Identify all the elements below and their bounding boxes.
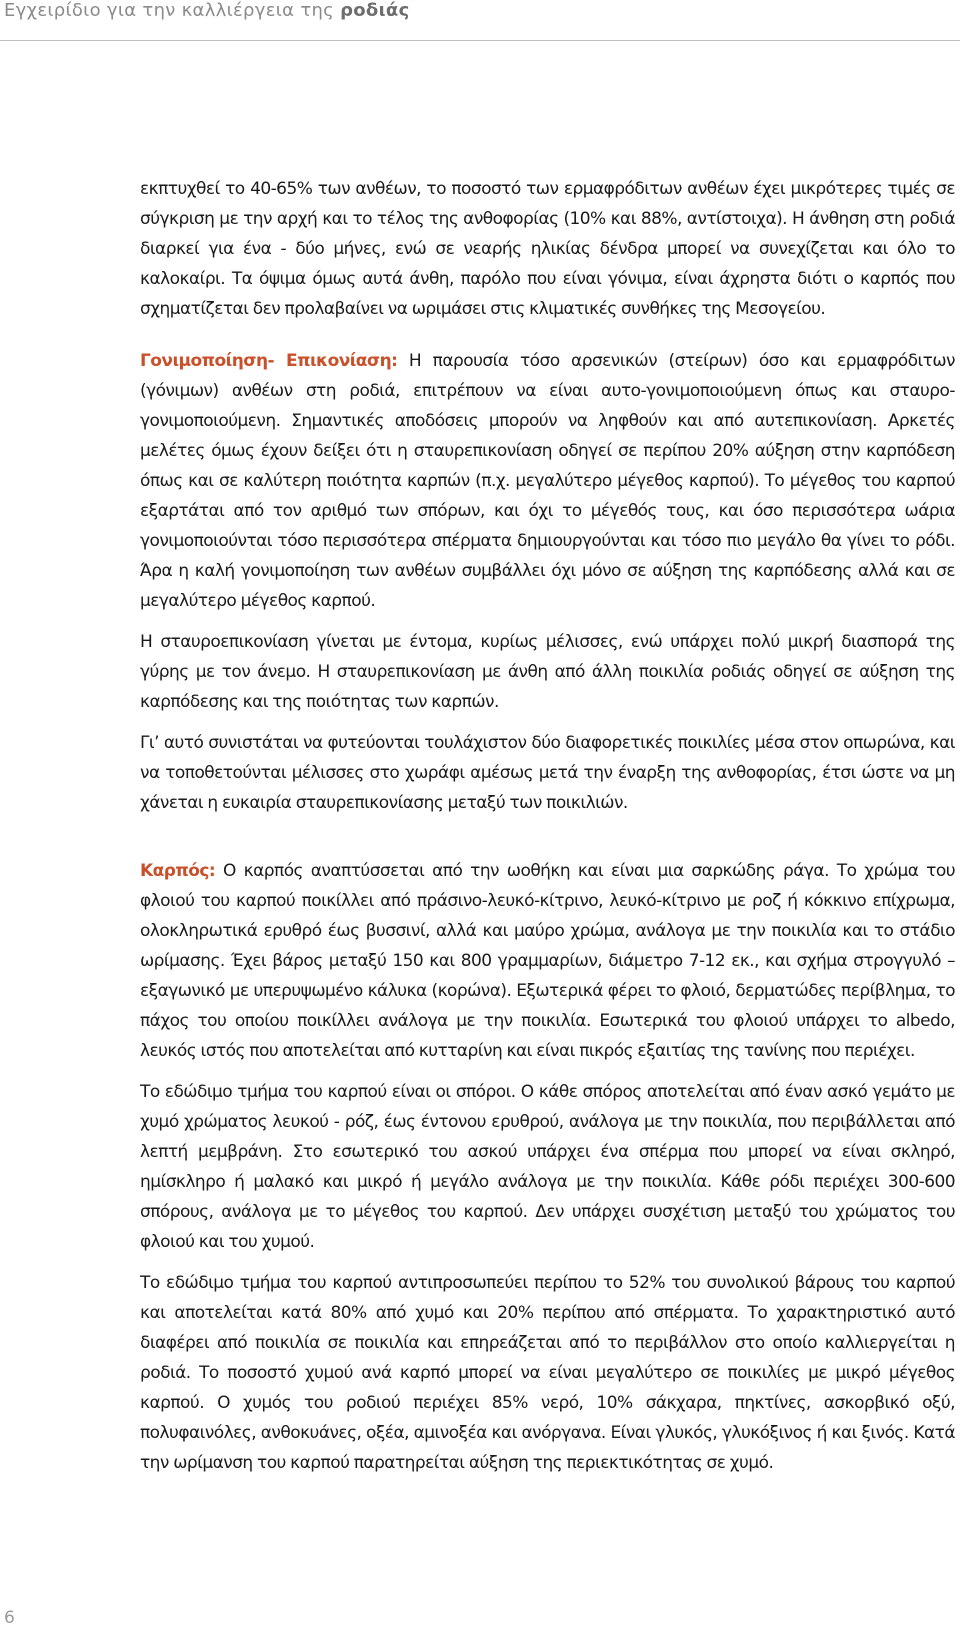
body-text [140,174,955,1500]
paragraph-juice: Το εδώδιμο τμήμα του καρπού αντιπροσωπεύει περίπου το 52% του συνολικού βάρους του καρπού και αποτελείται κατά 80% από χυμό και 20% περίπου από σπέρματα. Το χαρακτηριστικό αυτό διαφέρει από ποικιλία σε ποικιλία και επηρεάζεται από το περιβάλλον στο οποίο καλλιεργείται η ροδιά. Το ποσοστό χυμού ανά καρπό μπορεί να είναι μεγαλύτερο σε ποικιλίες με μικρό μέγεθος καρπού. Ο χυμός του ροδιού περιέχει 85% νερό, 10% σάκχαρα, πηκτίνες, ασκορβικό οξύ, πολυφαινόλες, ανθοκυάνες, οξέα, αμινοξέα και ανόργανα. Είναι γλυκός, γλυκόξινος ή και ξινός. Κατά την ωρίμανση του καρπού παρατηρείται αύξηση της περιεκτικότητας σε χυμό. [140,1273,955,1473]
paragraph-pollination [140,346,955,616]
paragraph-seeds: Το εδώδιμο τμήμα του καρπού είναι οι σπόροι. Ο κάθε σπόρος αποτελείται από έναν ασκό γεμάτο με χυμό χρώματος λευκού - ρόζ, έως έντονου ερυθρού, ανάλογα με την ποικιλία, που περιβάλλεται από λεπτή μεμβράνη. Στο εσωτερικό του ασκού υπάρχει ένα σπέρμα που μπορεί να είναι σκληρό, ημίσκληρο ή μαλακό και μικρό ή μεγάλο ανάλογα με την ποικιλία. Κάθε ρόδι περιέχει 300-600 σπόρους, ανάλογα με το μέγεθος του καρπού. Δεν υπάρχει συσχέτιση μεταξύ του χρώματος του φλοιού και του χυμού. [140,1082,955,1252]
running-header [0,0,960,41]
paragraph-varieties-advice: Γι’ αυτό συνιστάται να φυτεύονται τουλάχιστον δύο διαφορετικές ποικιλίες μέσα στον οπωρώνα, και να τοποθετούνται μέλισσες στο χωράφι αμέσως μετά την έναρξη της ανθοφορίας, έτσι ώστε να μη χάνεται η ευκαιρία σταυρεπικονίασης μεταξύ των ποικιλιών. [140,733,955,813]
paragraph-cross-pollination: Η σταυροεπικονίαση γίνεται με έντομα, κυρίως μέλισσες, ενώ υπάρχει πολύ μικρή διασπορά της γύρης με τον άνεμο. Η σταυρεπικονίαση με άνθη από άλλη ποικιλία ροδιάς οδηγεί σε αύξηση της καρπόδεσης και της ποιότητας των καρπών. [140,632,955,712]
paragraph-flowering: εκπτυχθεί το 40-65% των ανθέων, το ποσοστό των ερμαφρόδιτων ανθέων έχει μικρότερες τιμές σε σύγκριση με την αρχή και το τέλος της ανθοφορίας (10% και 88%, αντίστοιχα). Η άνθηση στη ροδιά διαρκεί για ένα - δύο μήνες, ενώ σε νεαρής ηλικίας δένδρα μπορεί να συνεχίζεται και όλο το καλοκαίρι. Τα όψιμα όμως αυτά άνθη, παρόλο που είναι γόνιμα, είναι άχρηστα διότι ο καρπός που σχηματίζεται δεν προλαβαίνει να ωριμάσει στις κλιματικές συνθήκες της Μεσογείου. [140,179,955,319]
paragraph-pollination-text: Η παρουσία τόσο αρσενικών (στείρων) όσο και ερμαφρόδιτων (γόνιμων) ανθέων στη ροδιά, επιτρέπουν να είναι αυτο-γονιμοποιούμενη όπως και σταυρο-γονιμοποιούμενη. Σημαντικές αποδόσεις μπορούν να ληφθούν και από αυτεπικονίαση. Αρκετές μελέτες όμως έχουν δείξει ότι η σταυρεπικονίαση οδηγεί σε περίπου 20% αύξηση στην καρπόδεση όπως και σε καλύτερη ποιότητα καρπών (π.χ. μεγαλύτερο μέγεθος καρπού). Το μέγεθος του καρπού εξαρτάται από τον αριθμό των σπόρων, και όχι το μέγεθός τους, και όσο περισσότερα ωάρια γονιμοποιούνται τόσο περισσότερα σπέρματα δημιουργούνται και τόσο πιο μεγάλο θα γίνει το ρόδι. Άρα η καλή γονιμοποίηση των ανθέων συμβάλλει όχι μόνο σε αύξηση της καρπόδεσης αλλά και σε μεγαλύτερο μέγεθος καρπού. [140,351,955,611]
term-pollination: Γονιμοποίηση- Επικονίαση: [140,351,398,371]
paragraph-fruit-text: Ο καρπός αναπτύσσεται από την ωοθήκη και είναι μια σαρκώδης ράγα. Το χρώμα του φλοιού του καρπού ποικίλλει από πράσινο-λευκό-κίτρινο, λευκό-κίτρινο με ροζ ή κόκκινο επίχρωμα, ολοκληρωτικά ερυθρό έως βυσσινί, αλλά και μαύρο χρώμα, ανάλογα με την ποικιλία και το στάδιο ωρίμασης. Έχει βάρος μεταξύ 150 και 800 γραμμαρίων, διάμετρο 7-12 εκ., και σχήμα στρογγυλό – εξαγωνικό με υπερυψωμένο κάλυκα (κορώνα). Εξωτερικά φέρει το φλοιό, δερματώδες περίβλημα, το πάχος του οποίου ποικίλλει ανάλογα με την ποικιλία. Εσωτερικά του φλοιού υπάρχει το albedo, λευκός ιστός που αποτελείται από κυτταρίνη και είναι πικρός εξαιτίας της τανίνης που περιέχει. [140,861,955,1061]
header-title-regular: Εγχειρίδιο για την καλλιέργεια της [4,0,335,21]
paragraph-fruit [140,856,955,1066]
header-title-bold: ροδιάς [340,0,410,21]
header-title [4,0,410,22]
term-fruit: Καρπός: [140,861,216,881]
page-number: 6 [4,1608,15,1628]
